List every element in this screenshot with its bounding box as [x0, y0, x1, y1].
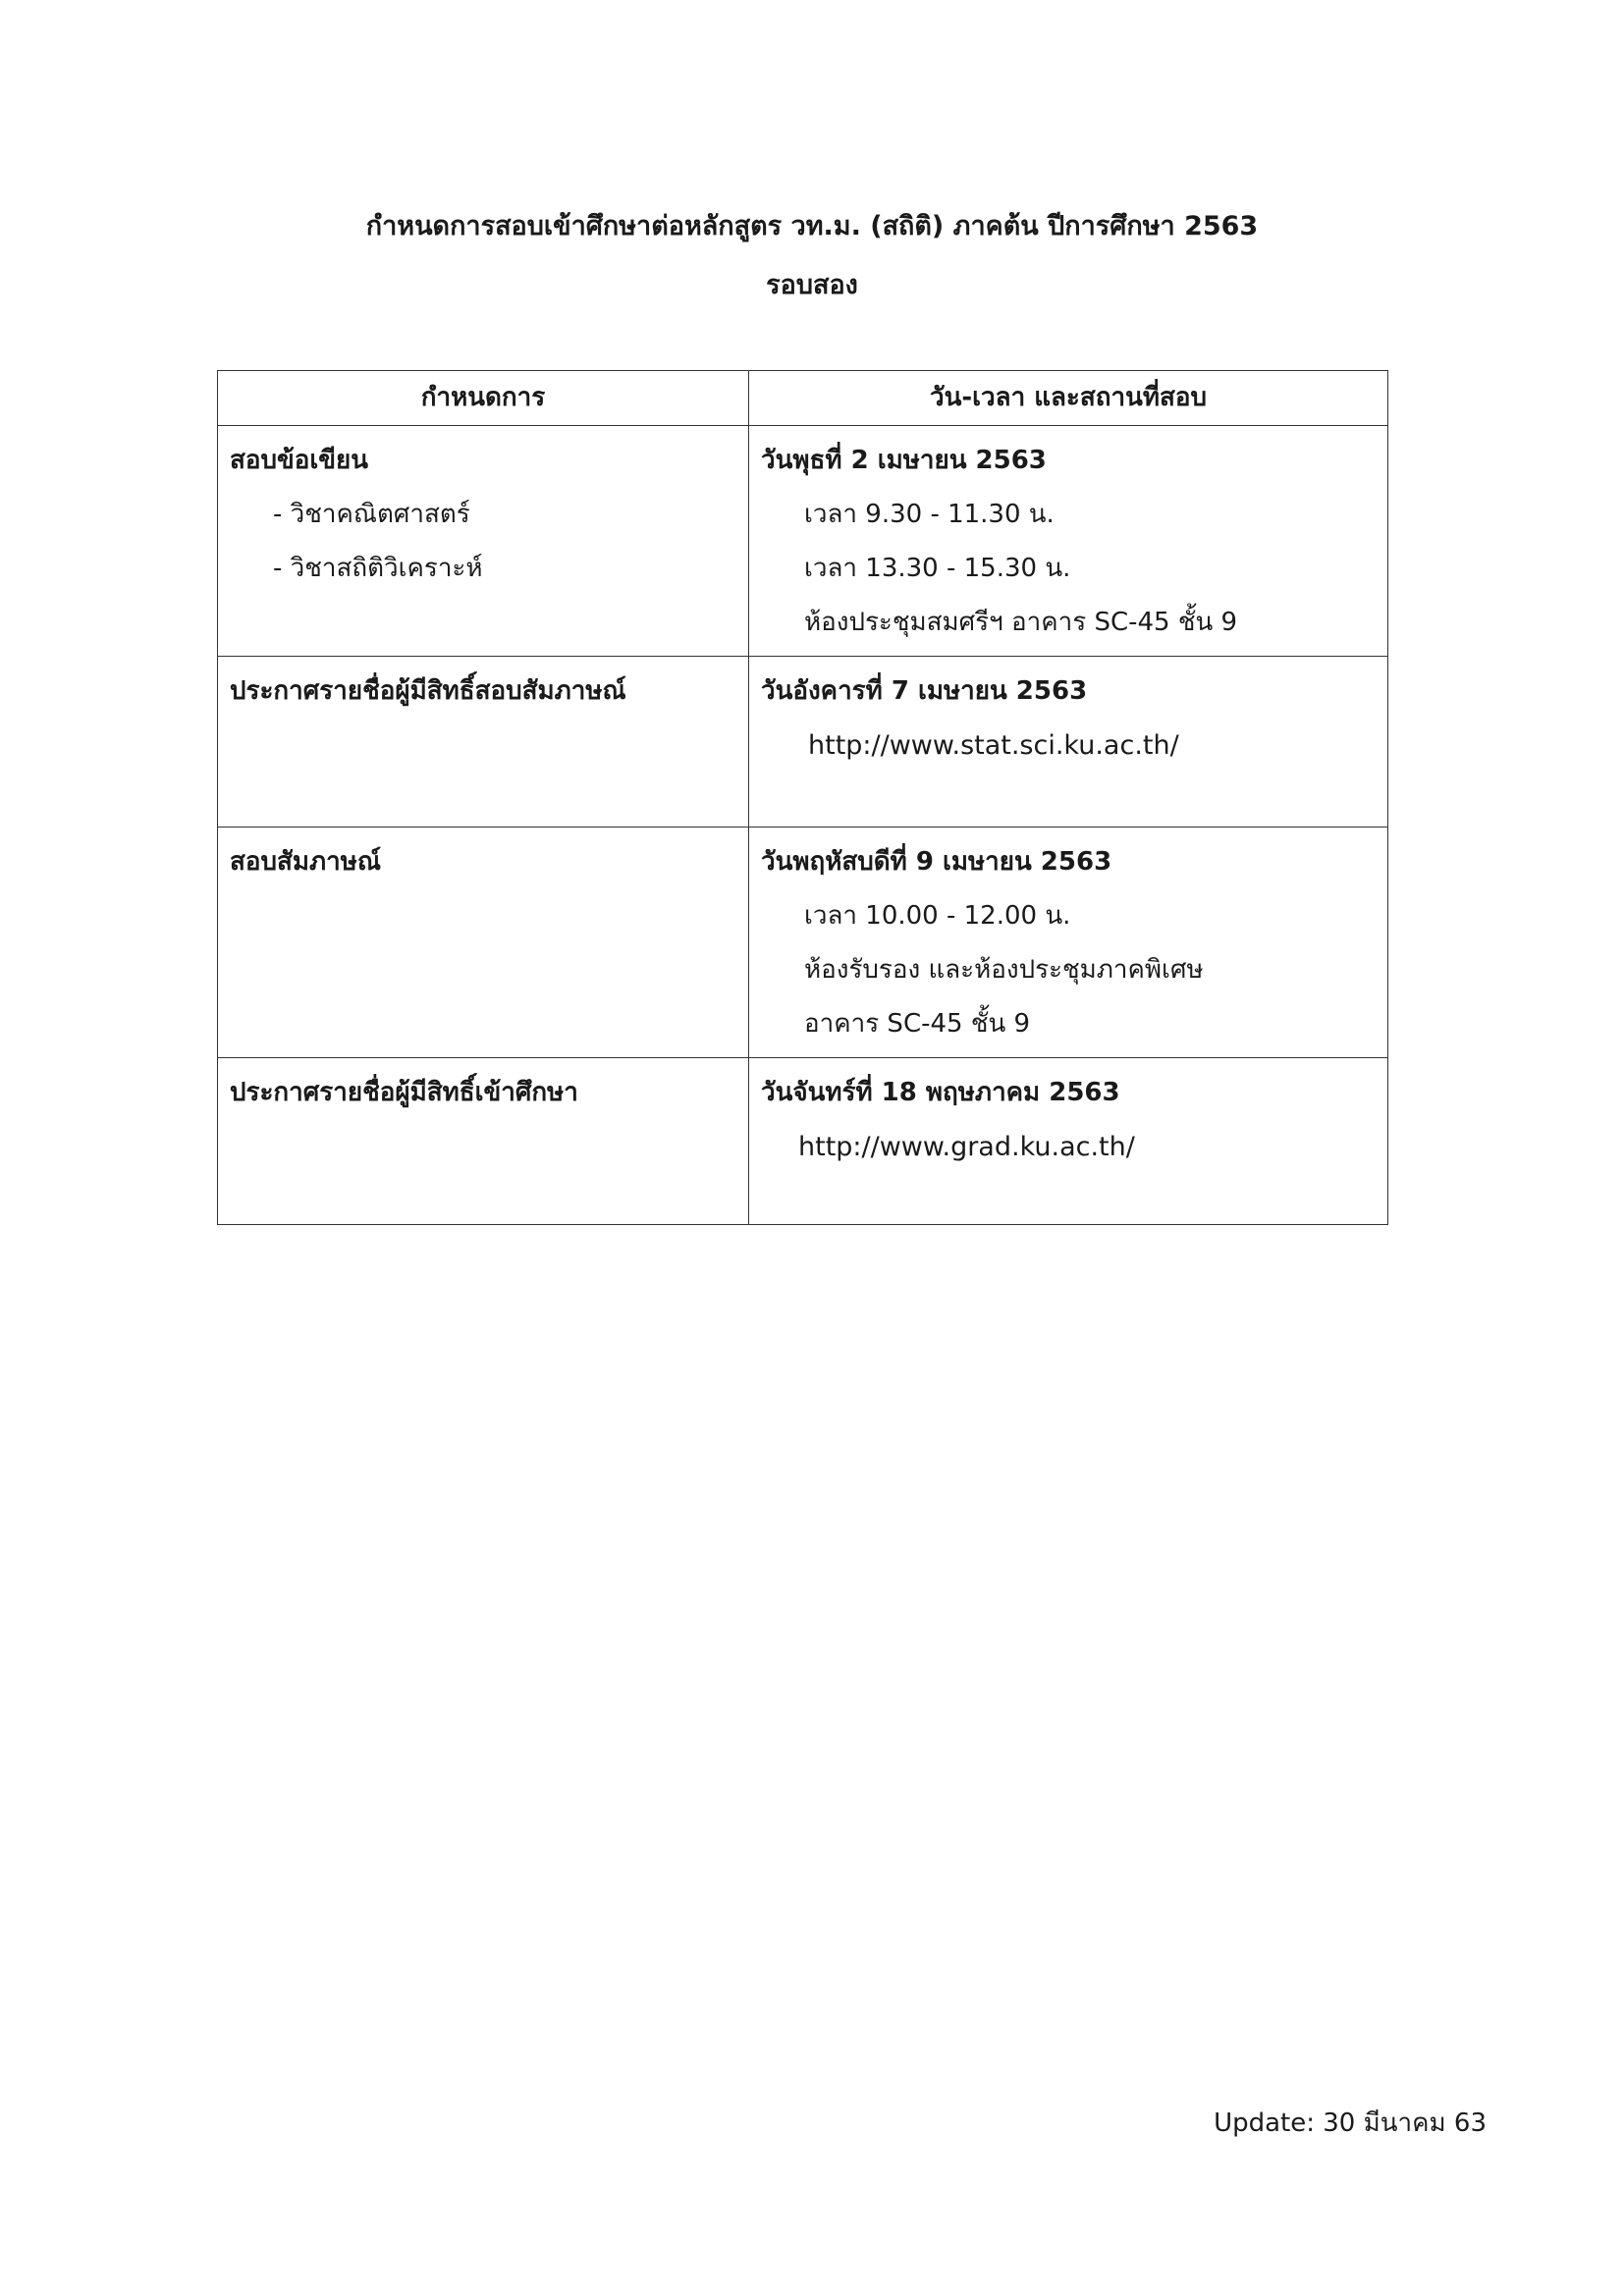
sub-item: - วิชาสถิติวิเคราะห์ [273, 554, 483, 583]
detail-line: ห้องรับรอง และห้องประชุมภาคพิเศษ [804, 955, 1204, 985]
detail-cell [749, 1058, 1388, 1225]
detail-cell [749, 426, 1388, 657]
event-date: วันจันทร์ที่ 18 พฤษภาคม 2563 [761, 1078, 1120, 1107]
detail-cell [749, 657, 1388, 828]
header-schedule: กำหนดการ [218, 371, 749, 426]
event-label: สอบข้อเขียน [230, 446, 369, 475]
event-label: ประกาศรายชื่อผู้มีสิทธิ์สอบสัมภาษณ์ [230, 676, 626, 706]
document-title: กำหนดการสอบเข้าศึกษาต่อหลักสูตร วท.ม. (สถิติ) ภาคต้น ปีการศึกษา 2563 [365, 211, 1259, 241]
event-date: วันพุธที่ 2 เมษายน 2563 [761, 446, 1047, 475]
event-cell [218, 1058, 749, 1225]
event-cell [218, 828, 749, 1058]
website-link[interactable]: http://www.stat.sci.ku.ac.th/ [808, 730, 1179, 761]
detail-cell [749, 828, 1388, 1058]
sub-item: - วิชาคณิตศาสตร์ [273, 500, 470, 529]
event-label: ประกาศรายชื่อผู้มีสิทธิ์เข้าศึกษา [230, 1078, 578, 1107]
website-link[interactable]: http://www.grad.ku.ac.th/ [798, 1132, 1135, 1162]
detail-line: อาคาร SC-45 ชั้น 9 [804, 1009, 1031, 1039]
schedule-table [217, 370, 1388, 1225]
document-subtitle: รอบสอง [766, 270, 858, 300]
table-row [218, 1058, 1388, 1225]
table-row [218, 657, 1388, 828]
event-date: วันพฤหัสบดีที่ 9 เมษายน 2563 [761, 847, 1112, 877]
event-date: วันอังคารที่ 7 เมษายน 2563 [761, 676, 1088, 706]
header-date-time-place: วัน-เวลา และสถานที่สอบ [749, 371, 1388, 426]
event-cell [218, 426, 749, 657]
detail-line: เวลา 9.30 - 11.30 น. [804, 500, 1055, 529]
detail-line: เวลา 10.00 - 12.00 น. [804, 901, 1071, 931]
detail-line: เวลา 13.30 - 15.30 น. [804, 554, 1071, 583]
table-row [218, 828, 1388, 1058]
event-label: สอบสัมภาษณ์ [230, 847, 381, 877]
detail-line: ห้องประชุมสมศรีฯ อาคาร SC-45 ชั้น 9 [804, 608, 1238, 637]
update-note: Update: 30 มีนาคม 63 [1214, 2109, 1487, 2138]
table-row [218, 426, 1388, 657]
event-cell [218, 657, 749, 828]
table-header-row [218, 371, 1388, 426]
